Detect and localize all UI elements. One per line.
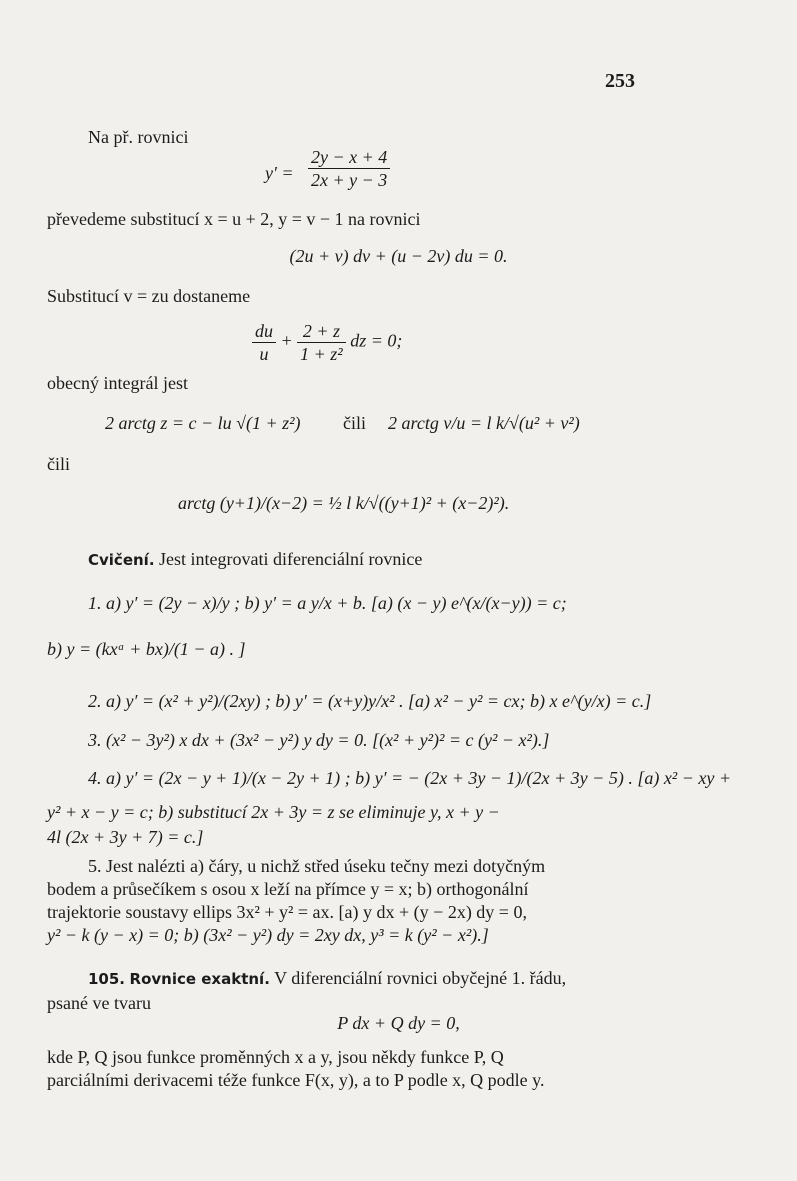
exercise-5a: 5. Jest nalézti a) čáry, u nichž střed úseku tečny mezi dotyčným (88, 856, 546, 876)
eq1-lhs: y′ = (265, 163, 294, 183)
section-number: 105. (88, 970, 126, 988)
general-integral-label: obecný integrál jest (47, 373, 188, 393)
equation-6: P dx + Q dy = 0, (337, 1013, 460, 1033)
final-line-2: parciálními derivacemi téže funkce F(x, y), a to P podle x, Q podle y. (47, 1070, 545, 1090)
exercise-1: 1. a) y′ = (2y − x)/y ; b) y′ = a y/x + b. [a) (x − y) e^(x/(x−y)) = c; (88, 593, 567, 613)
section-heading (88, 967, 566, 990)
final-line-1: kde P, Q jsou funkce proměnných x a y, jsou někdy funkce P, Q (47, 1047, 504, 1067)
exercise-1b: b) y = (kxᵃ + bx)/(1 − a) . ] (47, 639, 246, 659)
eq3-a-den: u (259, 344, 269, 364)
exercise-4: 4. a) y′ = (2x − y + 1)/(x − 2y + 1) ; b) y′ = − (2x + 3y − 1)/(2x + 3y − 5) . [a) x² − xy + (88, 768, 731, 788)
eq3-b-num: 2 + z (297, 320, 346, 343)
section-text-1: V diferenciální rovnici obyčejné 1. řádu, (274, 968, 567, 988)
exercise-4b: y² + x − y = c; b) substitucí 2x + 3y = z se eliminuje y, x + y − (47, 802, 500, 822)
exercise-2: 2. a) y′ = (x² + y²)/(2xy) ; b) y′ = (x+y)y/x² . [a) x² − y² = cx; b) x e^(y/x) = c.] (88, 691, 652, 711)
eq3-plus: + (280, 330, 293, 351)
eq3-tail: dz = 0; (350, 330, 403, 351)
exercise-4c: 4l (2x + 3y + 7) = c.] (47, 827, 204, 847)
exercises-intro: Jest integrovati diferenciální rovnice (159, 549, 423, 569)
eq3-a-num: du (252, 320, 276, 343)
eq3-frac-a (252, 320, 276, 365)
exercise-5b: bodem a průsečíkem s osou x leží na přímce y = x; b) orthogonální (47, 879, 529, 899)
substitution-line: převedeme substitucí x = u + 2, y = v − 1 na rovnici (47, 209, 421, 229)
exercises-heading (88, 548, 422, 571)
exercise-3: 3. (x² − 3y²) x dx + (3x² − y²) y dy = 0. [(x² + y²)² = c (y² − x²).] (88, 730, 550, 750)
eq1-numerator (308, 146, 390, 191)
eq1-den: 2x + y − 3 (311, 170, 388, 190)
intro-text: Na př. rovnici (88, 127, 189, 147)
equation-4-right: 2 arctg v/u = l k/√(u² + v²) (388, 413, 580, 433)
exercises-label: Cvičení. (88, 551, 155, 569)
page-number: 253 (605, 70, 635, 92)
cili-label: čili (47, 454, 70, 474)
section-text-2: psané ve tvaru (47, 993, 151, 1013)
section-title: Rovnice exaktní. (129, 970, 270, 988)
equation-5: arctg (y+1)/(x−2) = ½ l k/√((y+1)² + (x−2)²). (178, 493, 510, 513)
eq1-num: 2y − x + 4 (308, 146, 390, 169)
eq1-fraction (308, 146, 390, 191)
equation-3 (252, 320, 402, 365)
cili-inline: čili (343, 413, 366, 433)
exercise-5c: trajektorie soustavy ellips 3x² + y² = ax. [a) y dx + (y − 2x) dy = 0, (47, 902, 527, 922)
substitution-line-2: Substitucí v = zu dostaneme (47, 286, 251, 306)
eq3-frac-b (297, 320, 346, 365)
exercise-5d: y² − k (y − x) = 0; b) (3x² − y²) dy = 2xy dx, y³ = k (y² − x²).] (47, 925, 489, 945)
equation-2: (2u + v) dv + (u − 2v) du = 0. (289, 246, 508, 266)
eq3-b-den: 1 + z² (300, 344, 343, 364)
equation-4-left: 2 arctg z = c − lu √(1 + z²) (105, 413, 301, 433)
